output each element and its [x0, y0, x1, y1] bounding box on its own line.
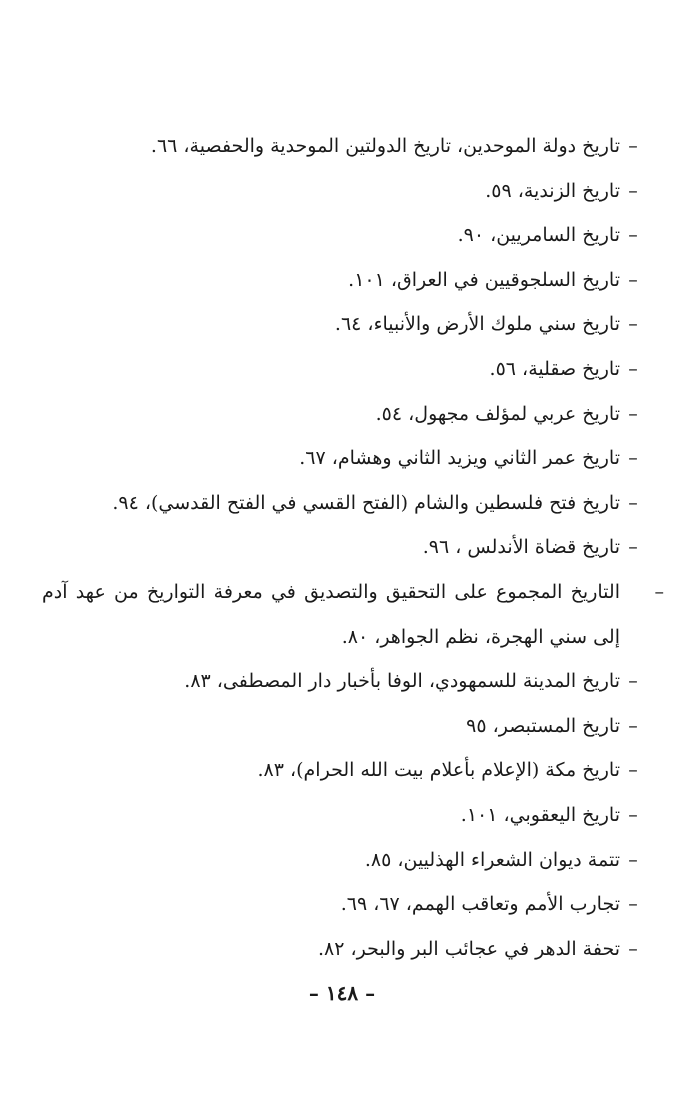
index-entry: [42, 838, 642, 883]
entry-text: تاريخ صقلية، ٥٦.: [489, 357, 620, 380]
index-entry: [42, 169, 642, 214]
entry-dash: –: [628, 179, 638, 202]
index-entry: [42, 927, 642, 972]
index-entry: [42, 258, 642, 303]
index-entry: [42, 213, 642, 258]
index-entry: [42, 347, 642, 392]
entry-dash: –: [628, 670, 638, 693]
entry-text: تاريخ عربي لمؤلف مجهول، ٥٤.: [375, 402, 620, 425]
entry-dash: –: [628, 714, 638, 737]
index-entry: [42, 436, 642, 481]
entry-text: تتمة ديوان الشعراء الهذليين، ٨٥.: [364, 848, 620, 871]
entry-text: تاريخ مكة (الإعلام بأعلام بيت الله الحرام)، ٨٣.: [257, 759, 620, 782]
entry-text: تجارب الأمم وتعاقب الهمم، ٦٧، ٦٩.: [340, 893, 620, 916]
index-entry: [42, 481, 642, 526]
entry-text: تاريخ فتح فلسطين والشام (الفتح القسي في الفتح القدسي)، ٩٤.: [112, 491, 620, 514]
index-entry: [42, 704, 642, 749]
entry-dash: –: [628, 491, 638, 514]
entry-text: تاريخ المستبصر، ٩٥: [466, 714, 620, 737]
entry-dash: –: [628, 357, 638, 380]
entry-dash: –: [654, 580, 664, 603]
entry-dash: –: [628, 135, 638, 157]
entry-text: تاريخ الزندية، ٥٩.: [485, 179, 620, 202]
entry-dash: –: [628, 536, 638, 559]
entry-text: تاريخ دولة الموحدين، تاريخ الدولتين الموحدية والحفصية، ٦٦.: [150, 135, 620, 157]
entry-text: تاريخ السلجوقيين في العراق، ١٠١.: [348, 268, 620, 291]
index-entry: [42, 392, 642, 437]
entry-text: التاريخ المجموع على التحقيق والتصديق في معرفة التواريخ من عهد آدم إلى سني الهجرة، نظم الجواهر، ٨٠.: [42, 580, 620, 648]
entry-dash: –: [628, 803, 638, 826]
entry-dash: –: [628, 224, 638, 247]
entry-text: تحفة الدهر في عجائب البر والبحر، ٨٢.: [318, 937, 620, 960]
entry-dash: –: [628, 268, 638, 291]
entry-dash: –: [628, 402, 638, 425]
entry-dash: –: [628, 447, 638, 470]
index-entry: [42, 525, 642, 570]
entry-dash: –: [628, 759, 638, 782]
entry-text: تاريخ عمر الثاني ويزيد الثاني وهشام، ٦٧.: [299, 447, 620, 470]
index-entries-list: [42, 124, 664, 971]
index-entry: [42, 302, 642, 347]
entry-text: تاريخ اليعقوبي، ١٠١.: [460, 803, 620, 826]
entry-text: تاريخ السامريين، ٩٠.: [457, 224, 620, 247]
entry-dash: –: [628, 893, 638, 916]
entry-text: تاريخ المدينة للسمهودي، الوفا بأخبار دار المصطفى، ٨٣.: [184, 670, 620, 693]
index-entry: [42, 124, 642, 169]
entry-dash: –: [628, 848, 638, 871]
index-entry: [42, 748, 642, 793]
index-entry: [42, 659, 642, 704]
page-number: – ١٤٨ –: [308, 981, 376, 1005]
index-entry: [42, 882, 642, 927]
entry-text: تاريخ سني ملوك الأرض والأنبياء، ٦٤.: [334, 313, 620, 336]
entry-text: تاريخ قضاة الأندلس ، ٩٦.: [422, 536, 620, 559]
index-entry: [42, 570, 664, 659]
index-entry: [42, 793, 642, 838]
entry-dash: –: [628, 313, 638, 336]
entry-dash: –: [628, 937, 638, 960]
